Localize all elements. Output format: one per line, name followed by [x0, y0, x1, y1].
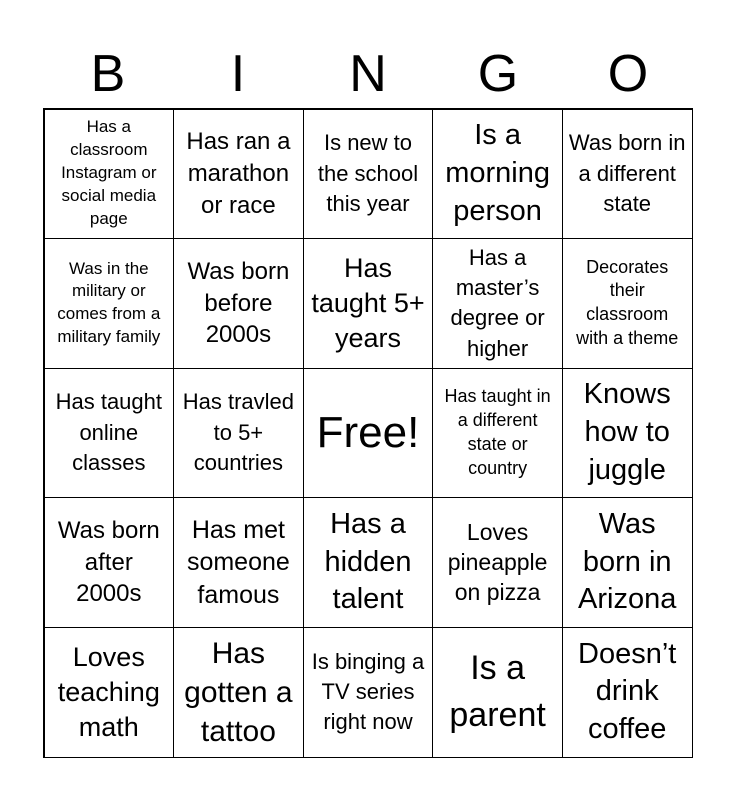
- bingo-cell-r1c1[interactable]: Has a classroom Instagram or social media page: [44, 109, 175, 240]
- bingo-cell-free[interactable]: Free!: [303, 368, 434, 499]
- bingo-cell-r1c2[interactable]: Has ran a marathon or race: [173, 109, 304, 240]
- header-letter-i: I: [230, 45, 246, 103]
- bingo-cell-r5c5[interactable]: Doesn’t drink coffee: [562, 627, 693, 758]
- bingo-card: [43, 108, 693, 758]
- header-letter-g: G: [477, 45, 519, 103]
- bingo-cell-r5c4[interactable]: Is a parent: [432, 627, 563, 758]
- bingo-cell-r2c2[interactable]: Was born before 2000s: [173, 238, 304, 369]
- bingo-cell-r5c2[interactable]: Has gotten a tattoo: [173, 627, 304, 758]
- bingo-cell-r2c1[interactable]: Was in the military or comes from a military family: [44, 238, 175, 369]
- header-letter-n: N: [349, 45, 387, 103]
- bingo-cell-r3c5[interactable]: Knows how to juggle: [562, 368, 693, 499]
- bingo-cell-r5c3[interactable]: Is binging a TV series right now: [303, 627, 434, 758]
- bingo-cell-r3c2[interactable]: Has travled to 5+ countries: [173, 368, 304, 499]
- bingo-cell-r4c5[interactable]: Was born in Arizona: [562, 497, 693, 628]
- bingo-cell-r1c3[interactable]: Is new to the school this year: [303, 109, 434, 240]
- bingo-cell-r3c4[interactable]: Has taught in a different state or country: [432, 368, 563, 499]
- bingo-cell-r4c2[interactable]: Has met someone famous: [173, 497, 304, 628]
- bingo-cell-r4c1[interactable]: Was born after 2000s: [44, 497, 175, 628]
- bingo-cell-r3c1[interactable]: Has taught online classes: [44, 368, 175, 499]
- bingo-cell-r2c5[interactable]: Decorates their classroom with a theme: [562, 238, 693, 369]
- bingo-cell-r1c5[interactable]: Was born in a different state: [562, 109, 693, 240]
- bingo-header: [43, 40, 693, 108]
- bingo-cell-r2c3[interactable]: Has taught 5+ years: [303, 238, 434, 369]
- bingo-cell-r4c3[interactable]: Has a hidden talent: [303, 497, 434, 628]
- header-letter-o: O: [607, 45, 649, 103]
- bingo-cell-r1c4[interactable]: Is a morning person: [432, 109, 563, 240]
- bingo-cell-r2c4[interactable]: Has a master’s degree or higher: [432, 238, 563, 369]
- header-letter-b: B: [90, 45, 126, 103]
- bingo-cell-r4c4[interactable]: Loves pineapple on pizza: [432, 497, 563, 628]
- bingo-cell-r5c1[interactable]: Loves teaching math: [44, 627, 175, 758]
